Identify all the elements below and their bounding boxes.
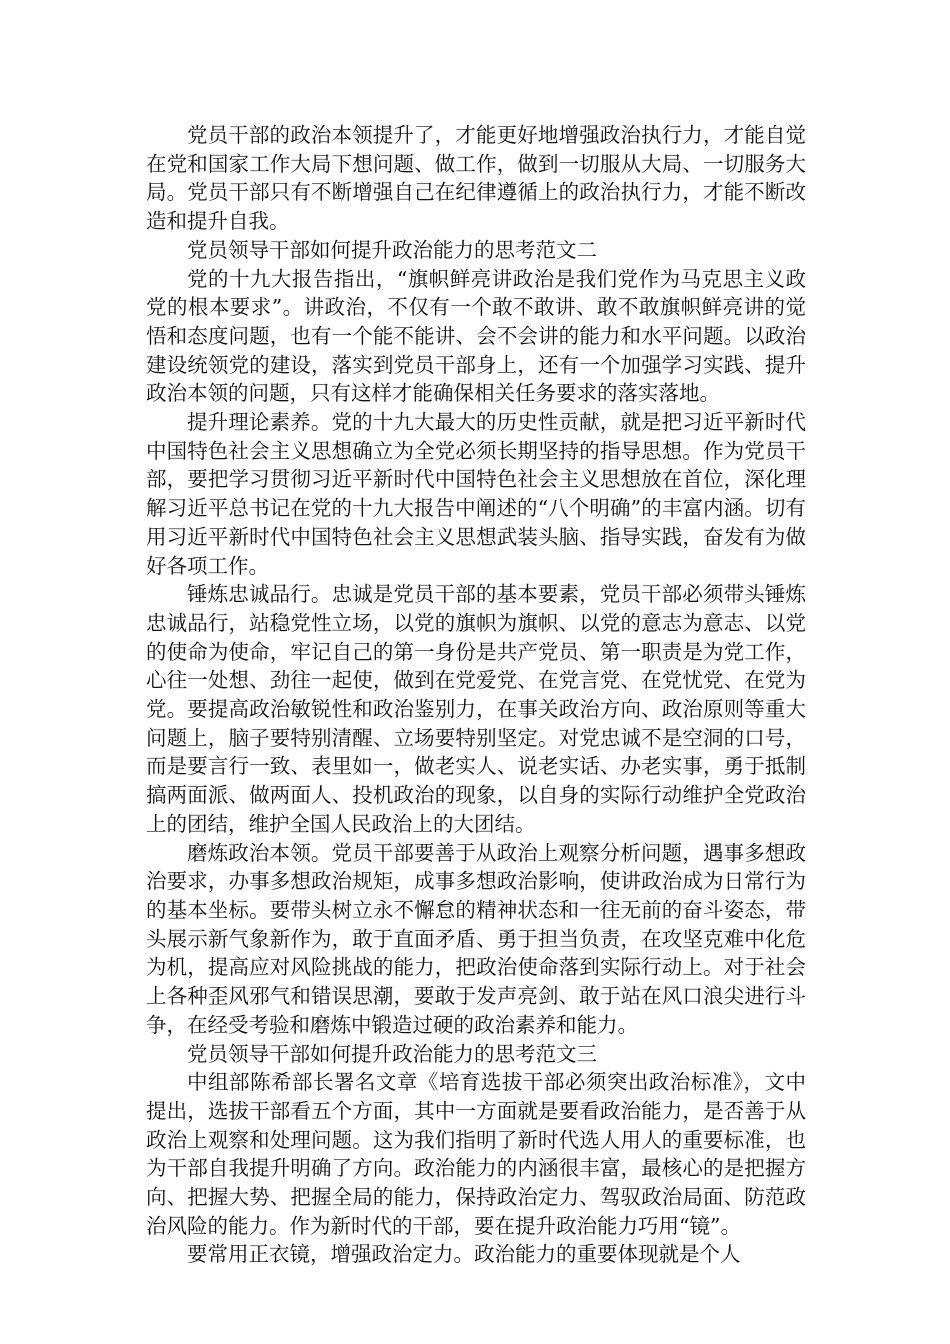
paragraph-5: 磨炼政治本领。党员干部要善于从政治上观察分析问题，遇事多想政治要求，办事多想政治规矩，成事多想政治影响，使讲政治成为日常行为的基本坐标。要带头树立永不懈怠的精神状态和一往无前的奋斗姿态，带头展示新气象新作为，敢于直面矛盾、勇于担当负责，在攻坚克难中化危为机，提高应对风险挑战的能力，把政治使命落到实际行动上。对于社会上各种歪风邪气和错误思潮，要敢于发声亮剑、敢于站在风口浪尖进行斗争，在经受考验和磨炼中锻造过硬的政治素养和能力。 — [146, 840, 806, 1037]
paragraph-7: 要常用正衣镜，增强政治定力。政治能力的重要体现就是个人 — [187, 1242, 741, 1267]
paragraph-1: 党员干部的政治本领提升了，才能更好地增强政治执行力，才能自觉在党和国家工作大局下想问题、做工作，做到一切服从大局、一切服务大局。党员干部只有不断增强自己在纪律遵循上的政治执行力，才能不断改造和提升自我。 — [146, 123, 806, 234]
section-heading-3: 党员领导干部如何提升政治能力的思考范文三 — [187, 1041, 597, 1066]
paragraph-4: 锤炼忠诚品行。忠诚是党员干部的基本要素，党员干部必须带头锤炼忠诚品行，站稳党性立场，以党的旗帜为旗帜、以党的意志为意志、以党的使命为使命，牢记自己的第一身份是共产党员、第一职责是为党工作，心往一处想、劲往一起使，做到在党爱党、在党言党、在党忧党、在党为党。要提高政治敏锐性和政治鉴别力，在事关政治方向、政治原则等重大问题上，脑子要特别清醒、立场要特别坚定。对党忠诚不是空洞的口号，而是要言行一致、表里如一，做老实人、说老实话、办老实事，勇于抵制搞两面派、做两面人、投机政治的现象，以自身的实际行动维护全党政治上的团结，维护全国人民政治上的大团结。 — [146, 582, 806, 836]
paragraph-3: 提升理论素养。党的十九大最大的历史性贡献，就是把习近平新时代中国特色社会主义思想确立为全党必须长期坚持的指导思想。作为党员干部，要把学习贯彻习近平新时代中国特色社会主义思想放在首位，深化理解习近平总书记在党的十九大报告中阐述的“八个明确”的丰富内涵。切有用习近平新时代中国特色社会主义思想武装头脑、指导实践，奋发有为做好各项工作。 — [146, 410, 806, 578]
paragraph-2: 党的十九大报告指出，“旗帜鲜亮讲政治是我们党作为马克思主义政党的根本要求”。讲政治，不仅有一个敢不敢讲、敢不敢旗帜鲜亮讲的觉悟和态度问题，也有一个能不能讲、会不会讲的能力和水平问题。以政治建设统领党的建设，落实到党员干部身上，还有一个加强学习实践、提升政治本领的问题，只有这样才能确保相关任务要求的落实落地。 — [146, 266, 806, 406]
section-heading-2: 党员领导干部如何提升政治能力的思考范文二 — [187, 237, 597, 262]
document-body — [146, 121, 806, 1269]
paragraph-6: 中组部陈希部长署名文章《培育选拔干部必须突出政治标准》，文中提出，选拔干部看五个方面，其中一方面就是要看政治能力，是否善于从政治上观察和处理问题。这为我们指明了新时代选人用人的重要标准，也为干部自我提升明确了方向。政治能力的内涵很丰富，最核心的是把握方向、把握大势、把握全局的能力，保持政治定力、驾驭政治局面、防范政治风险的能力。作为新时代的干部，要在提升政治能力巧用“镜”。 — [146, 1070, 806, 1238]
